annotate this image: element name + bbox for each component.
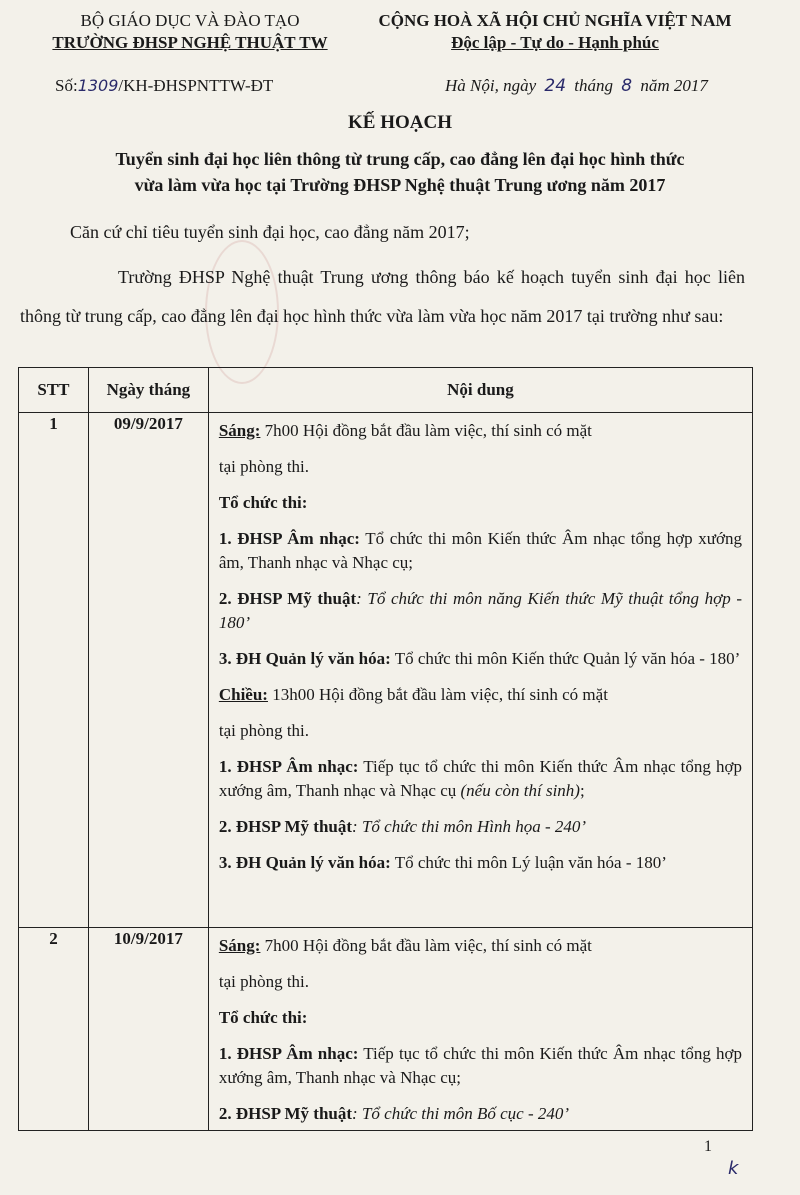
intro-paragraph-2: Trường ĐHSP Nghệ thuật Trung ương thông báo kế hoạch tuyển sinh đại học liên thông từ trung cấp, cao đẳng lên đại học hình thức vừa làm vừa học năm 2017 tại trường như sau: — [20, 267, 745, 326]
header-content: Nội dung — [208, 368, 752, 413]
item-text: : Tổ chức thi môn Bố cục - 240’ — [352, 1104, 570, 1123]
header-stt: STT — [19, 368, 89, 413]
intro-paragraph-1: Căn cứ chỉ tiêu tuyển sinh đại học, cao đẳng năm 2017; — [70, 222, 470, 242]
morning-text-2: tại phòng thi. — [218, 972, 310, 991]
item-label: 2. ĐHSP Mỹ thuật — [218, 589, 357, 608]
subtitle-line-2: vừa làm vừa học tại Trường ĐHSP Nghệ thuật Trung ương năm 2017 — [134, 175, 666, 195]
item-text: Tổ chức thi môn Kiến thức Quản lý văn hóa - 180’ — [390, 649, 741, 668]
exam-label: Tổ chức thi: — [218, 493, 308, 512]
row-stt: 1 — [19, 413, 89, 928]
table-row — [19, 928, 753, 1131]
row-stt: 2 — [19, 928, 89, 1131]
header-left — [40, 10, 340, 54]
table-row — [19, 413, 753, 928]
schedule-table — [18, 367, 753, 1131]
item-text: Tổ chức thi môn Kiến thức Âm nhạc tổng hợp xướng âm, Thanh nhạc và Nhạc cụ; — [218, 529, 742, 572]
school-name: TRƯỜNG ĐHSP NGHỆ THUẬT TW — [52, 33, 328, 52]
table-header-row — [19, 368, 753, 413]
date-day: 24 — [544, 76, 567, 96]
header-date: Ngày tháng — [88, 368, 208, 413]
ministry-name: BỘ GIÁO DỤC VÀ ĐÀO TẠO — [80, 11, 300, 30]
doc-no-handwritten: 1309 — [77, 76, 119, 95]
row-date: 09/9/2017 — [88, 413, 208, 928]
doc-no-suffix: /KH-ĐHSPNTTW-ĐT — [118, 76, 274, 95]
date-month: 8 — [621, 76, 633, 96]
morning-label: Sáng: — [218, 421, 261, 440]
row-date: 10/9/2017 — [88, 928, 208, 1131]
item-label: 3. ĐH Quản lý văn hóa: — [218, 649, 391, 668]
year-label: năm 2017 — [640, 76, 708, 95]
item-label: 1. ĐHSP Âm nhạc: — [218, 529, 360, 548]
item-label: 2. ĐHSP Mỹ thuật — [218, 1104, 353, 1123]
item-text: : Tổ chức thi môn Hình họa - 240’ — [352, 817, 587, 836]
item-text: Tiếp tục tổ chức thi môn Kiến thức Âm nhạc tổng hợp xướng âm, Thanh nhạc và Nhạc cụ; — [218, 1044, 742, 1087]
item-text: Tiếp tục tổ chức thi môn Kiến thức Âm nhạc tổng hợp xướng âm, Thanh nhạc và Nhạc cụ — [218, 757, 742, 800]
morning-label: Sáng: — [218, 936, 261, 955]
morning-text-2: tại phòng thi. — [218, 457, 310, 476]
doc-no-prefix: Số: — [55, 76, 78, 95]
country-name: CỘNG HOÀ XÃ HỘI CHỦ NGHĨA VIỆT NAM — [378, 11, 732, 30]
month-label: tháng — [574, 76, 614, 95]
row-content — [208, 928, 752, 1131]
document-subtitle — [30, 146, 770, 198]
item-label: 2. ĐHSP Mỹ thuật — [218, 817, 353, 836]
row-content — [208, 413, 752, 928]
item-text: Tổ chức thi môn Lý luận văn hóa - 180’ — [390, 853, 667, 872]
item-text: : Tổ chức thi môn năng Kiến thức Mỹ thuật tổng hợp - 180’ — [218, 589, 742, 632]
item-italic-note: (nếu còn thí sinh) — [460, 781, 580, 800]
document-number — [55, 76, 273, 96]
exam-label: Tổ chức thi: — [218, 1008, 308, 1027]
page-number: 1 — [704, 1138, 712, 1155]
item-label: 1. ĐHSP Âm nhạc: — [218, 1044, 359, 1063]
national-motto: Độc lập - Tự do - Hạnh phúc — [451, 33, 659, 52]
morning-text: 7h00 Hội đồng bắt đầu làm việc, thí sinh có mặt — [260, 936, 592, 955]
item-end: ; — [579, 781, 585, 800]
afternoon-text: 13h00 Hội đồng bắt đầu làm việc, thí sinh có mặt — [267, 685, 608, 704]
morning-text: 7h00 Hội đồng bắt đầu làm việc, thí sinh có mặt — [260, 421, 592, 440]
document-title: KẾ HOẠCH — [348, 112, 452, 133]
item-label: 1. ĐHSP Âm nhạc: — [218, 757, 359, 776]
afternoon-text-2: tại phòng thi. — [218, 721, 310, 740]
afternoon-label: Chiều: — [218, 685, 268, 704]
place-date — [445, 76, 708, 96]
subtitle-line-1: Tuyển sinh đại học liên thông từ trung cấp, cao đẳng lên đại học hình thức — [115, 149, 685, 169]
header-right — [350, 10, 760, 54]
handwritten-initial: k — [728, 1158, 739, 1179]
item-label: 3. ĐH Quản lý văn hóa: — [218, 853, 391, 872]
place-label: Hà Nội, ngày — [445, 76, 537, 95]
